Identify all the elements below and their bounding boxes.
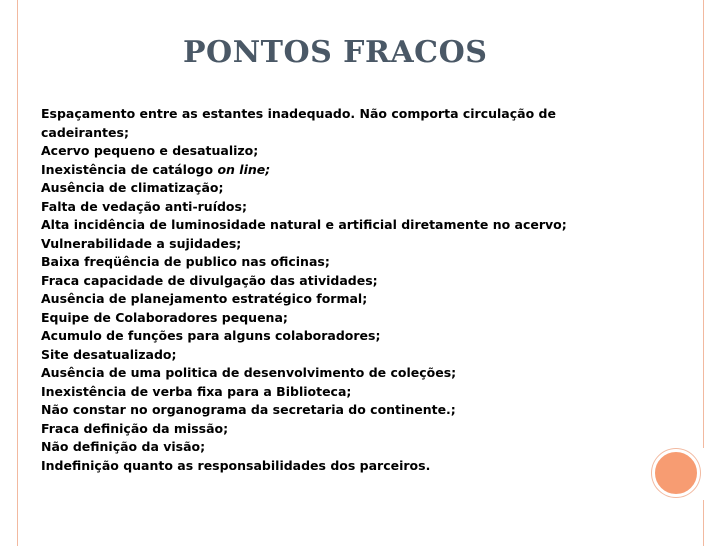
list-item: Site desatualizado; (41, 346, 177, 362)
right-border-line-bottom (703, 500, 704, 546)
list-item: Não definição da visão; (41, 439, 206, 454)
list-item: Inexistência de verba fixa para a Biblioteca; (41, 383, 352, 399)
weakness-list (41, 105, 641, 475)
list-item: Acervo pequeno e desatualizo; (41, 143, 259, 158)
list-item: Indefinição quanto as responsabilidades dos parceiros. (41, 457, 431, 473)
list-item: Baixa freqüência de publico nas oficinas; (41, 254, 330, 269)
list-item: Fraca capacidade de divulgação das atividades; (41, 272, 378, 288)
list-item: cadeirantes; (41, 124, 129, 140)
list-item: Falta de vedação anti-ruídos; (41, 198, 247, 214)
list-item: Ausência de uma politica de desenvolvimento de coleções; (41, 365, 457, 380)
left-border-line (17, 0, 18, 546)
catalog-emphasis: on line; (217, 161, 271, 177)
list-item: Ausência de climatização; (41, 180, 224, 195)
list-item: Equipe de Colaboradores pequena; (41, 309, 288, 325)
list-item: Acumulo de funções para alguns colaboradores; (41, 328, 381, 343)
list-item: Alta incidência de luminosidade natural e artificial diretamente no acervo; (41, 217, 567, 232)
list-item: Ausência de planejamento estratégico formal; (41, 291, 368, 306)
list-item: Não constar no organograma da secretaria do continente.; (41, 402, 456, 417)
right-border-line-top (703, 0, 704, 448)
list-item: Espaçamento entre as estantes inadequado. Não comporta circulação de (41, 106, 556, 121)
slide-title: PONTOS FRACOS (183, 35, 488, 70)
list-item-catalog (41, 161, 641, 180)
list-item: Fraca definição da missão; (41, 420, 229, 436)
decorative-circle (652, 449, 700, 497)
catalog-text: Inexistência de catálogo (41, 161, 218, 177)
list-item: Vulnerabilidade a sujidades; (41, 235, 242, 251)
